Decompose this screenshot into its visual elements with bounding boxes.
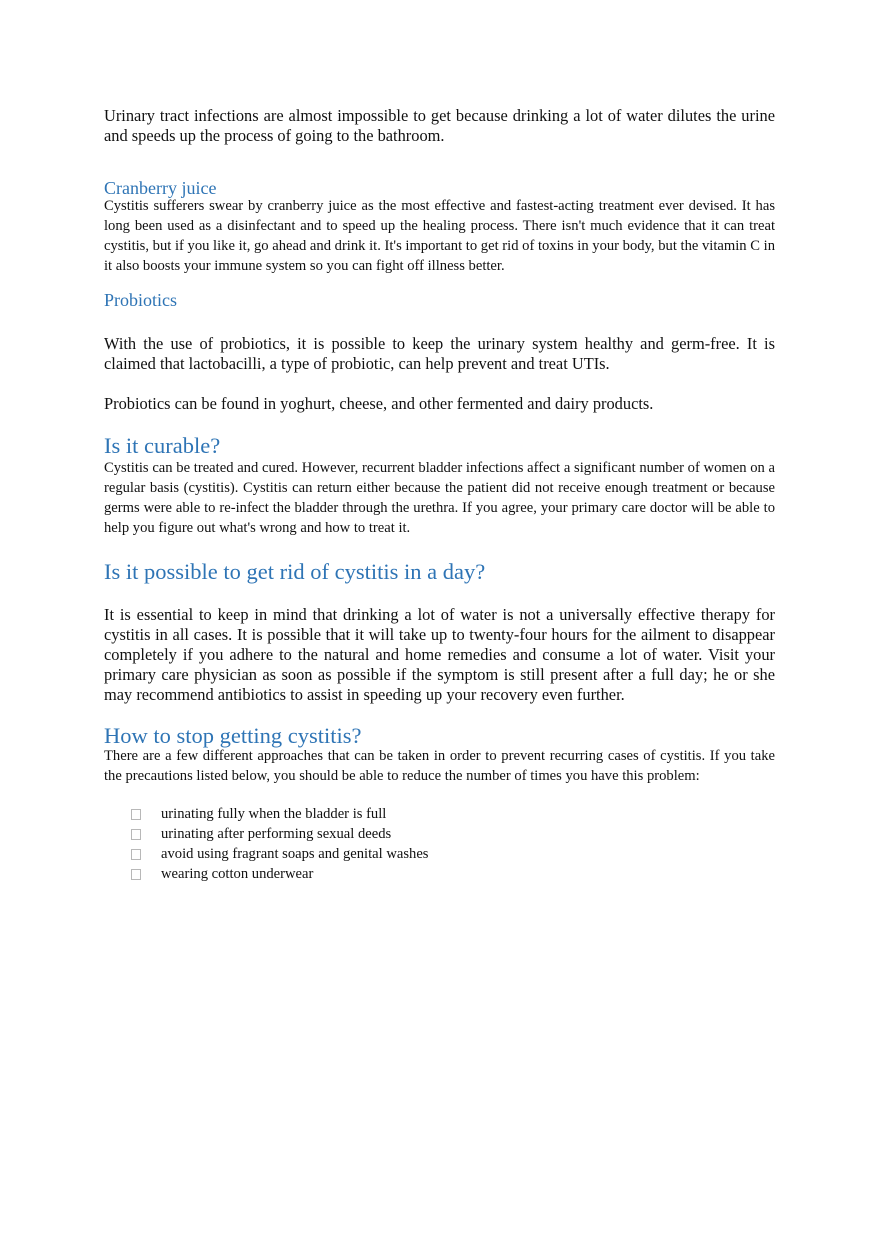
- square-bullet-icon: [131, 829, 141, 840]
- prevention-paragraph: There are a few different approaches that can be taken in order to prevent recurring cases of cystitis. If you take the precautions listed below, you should be able to reduce the number of times you have this problem:: [104, 748, 775, 784]
- curable-heading: Is it curable?: [104, 433, 221, 458]
- square-bullet-icon: [131, 809, 141, 820]
- probiotics-heading: Probiotics: [104, 290, 178, 310]
- one-day-heading: Is it possible to get rid of cystitis in a day?: [104, 559, 486, 584]
- list-item: [104, 804, 775, 824]
- one-day-paragraph: It is essential to keep in mind that drinking a lot of water is not a universally effective therapy for cystitis in all cases. It is possible that it will take up to twenty-four hours for the ailment to disappear completely if you adhere to the natural and home remedies and consume a lot of water. Visit your primary care physician as soon as possible if the symptom is still present after a full day; he or she may recommend antibiotics to assist in speeding up your recovery even further.: [104, 605, 775, 704]
- intro-paragraph: Urinary tract infections are almost impossible to get because drinking a lot of water dilutes the urine and speeds up the process of going to the bathroom.: [104, 106, 775, 145]
- list-item-label: wearing cotton underwear: [161, 866, 314, 882]
- probiotics-paragraph-2: Probiotics can be found in yoghurt, cheese, and other fermented and dairy products.: [104, 394, 654, 413]
- list-item-label: urinating after performing sexual deeds: [161, 826, 392, 842]
- curable-paragraph: Cystitis can be treated and cured. However, recurrent bladder infections affect a significant number of women on a regular basis (cystitis). Cystitis can return either because the patient did not receive enough treatment or because germs were able to re-infect the bladder through the urethra. If you agree, your primary care doctor will be able to help you figure out what's wrong and how to treat it.: [104, 460, 775, 536]
- prevention-list: [104, 804, 775, 884]
- cranberry-heading: Cranberry juice: [104, 178, 217, 198]
- list-item: [104, 844, 775, 864]
- list-item: [104, 824, 775, 844]
- prevention-heading: How to stop getting cystitis?: [104, 723, 362, 748]
- document-page: [104, 106, 775, 884]
- square-bullet-icon: [131, 849, 141, 860]
- list-item-label: urinating fully when the bladder is full: [161, 806, 387, 822]
- list-item: [104, 864, 775, 884]
- probiotics-paragraph-1: With the use of probiotics, it is possible to keep the urinary system healthy and germ-free. It is claimed that lactobacilli, a type of probiotic, can help prevent and treat UTIs.: [104, 334, 775, 373]
- list-item-label: avoid using fragrant soaps and genital washes: [161, 846, 429, 862]
- cranberry-paragraph: Cystitis sufferers swear by cranberry juice as the most effective and fastest-acting treatment ever devised. It has long been used as a disinfectant and to speed up the healing process. There isn't much evidence that it can treat cystitis, but if you like it, go ahead and drink it. It's important to get rid of toxins in your body, but the vitamin C in it also boosts your immune system so you can fight off illness better.: [104, 198, 775, 274]
- square-bullet-icon: [131, 869, 141, 880]
